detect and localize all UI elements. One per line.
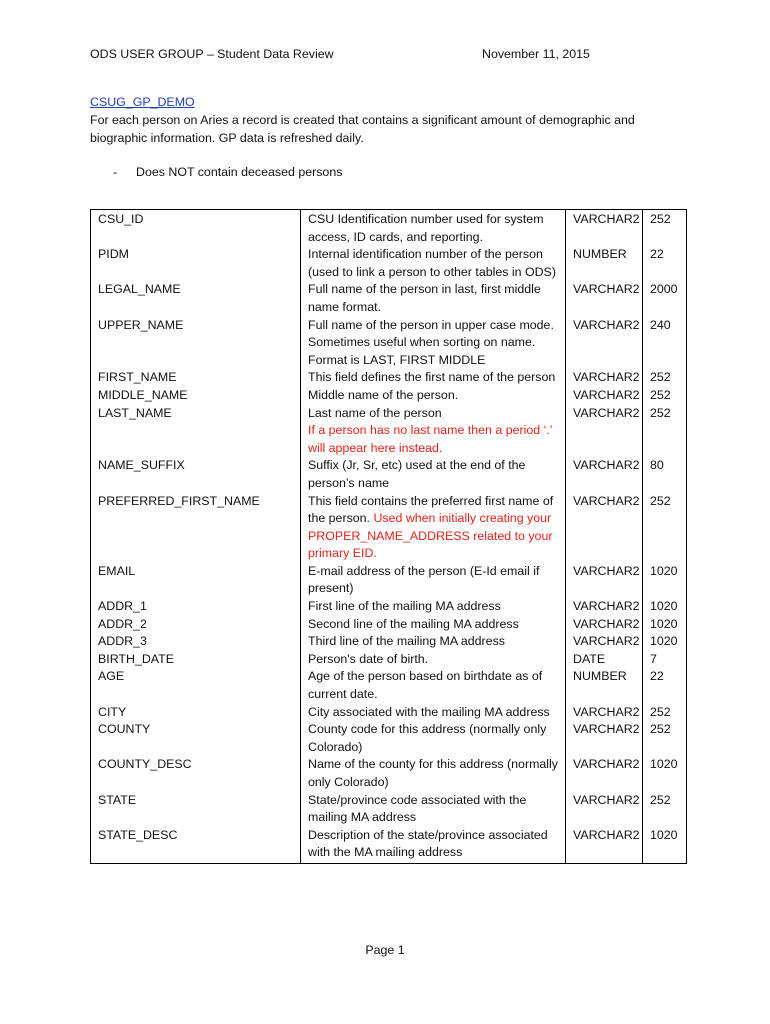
length-cell: 7 — [643, 651, 687, 669]
type-cell: VARCHAR2 — [566, 387, 643, 405]
table-row — [91, 210, 687, 247]
description-cell — [301, 210, 566, 247]
length-cell: 1020 — [643, 616, 687, 634]
description-cell — [301, 387, 566, 405]
field-name-cell: PREFERRED_FIRST_NAME — [91, 493, 301, 563]
field-name-cell: NAME_SUFFIX — [91, 457, 301, 492]
length-cell: 252 — [643, 387, 687, 405]
field-table — [90, 209, 687, 864]
field-name-cell: CITY — [91, 704, 301, 722]
table-row — [91, 369, 687, 387]
field-name-cell: ADDR_2 — [91, 616, 301, 634]
type-cell: VARCHAR2 — [566, 616, 643, 634]
length-cell: 252 — [643, 721, 687, 756]
table-row — [91, 281, 687, 316]
length-cell: 252 — [643, 405, 687, 458]
table-row — [91, 704, 687, 722]
description-text: This field defines the first name of the person — [308, 370, 556, 385]
field-name-cell: COUNTY — [91, 721, 301, 756]
field-name-cell: CSU_ID — [91, 210, 301, 247]
field-name-cell: STATE_DESC — [91, 827, 301, 864]
description-cell — [301, 317, 566, 370]
description-text: Age of the person based on birthdate as of current date. — [308, 669, 543, 702]
section-title: CSUG_GP_DEMO — [90, 95, 195, 109]
type-cell: VARCHAR2 — [566, 493, 643, 563]
field-name-cell: AGE — [91, 668, 301, 703]
table-row — [91, 827, 687, 864]
description-cell — [301, 756, 566, 791]
description-text: Full name of the person in upper case mode. Sometimes useful when sorting on name. Format is LAST, FIRST MIDDLE — [308, 317, 554, 367]
description-cell — [301, 281, 566, 316]
length-cell: 22 — [643, 246, 687, 281]
description-text: Middle name of the person. — [308, 387, 459, 402]
description-cell — [301, 493, 566, 563]
type-cell: VARCHAR2 — [566, 756, 643, 791]
length-cell: 1020 — [643, 827, 687, 864]
length-cell: 240 — [643, 317, 687, 370]
description-cell — [301, 563, 566, 598]
description-cell — [301, 246, 566, 281]
length-cell: 2000 — [643, 281, 687, 316]
description-text: E-mail address of the person (E-Id email if present) — [308, 563, 540, 596]
length-cell: 252 — [643, 369, 687, 387]
header-title: ODS USER GROUP – Student Data Review — [90, 47, 334, 61]
length-cell: 1020 — [643, 633, 687, 651]
field-name-cell: ADDR_3 — [91, 633, 301, 651]
type-cell: VARCHAR2 — [566, 827, 643, 864]
description-text: State/province code associated with the mailing MA address — [308, 792, 527, 825]
field-name-cell: LEGAL_NAME — [91, 281, 301, 316]
type-cell: VARCHAR2 — [566, 633, 643, 651]
table-row — [91, 616, 687, 634]
field-name-cell: BIRTH_DATE — [91, 651, 301, 669]
description-text: Full name of the person in last, first middle name format. — [308, 282, 541, 314]
description-cell — [301, 616, 566, 634]
field-name-cell: PIDM — [91, 246, 301, 281]
table-row — [91, 457, 687, 492]
type-cell: VARCHAR2 — [566, 281, 643, 316]
description-cell — [301, 598, 566, 616]
table-row — [91, 317, 687, 370]
description-text: Suffix (Jr, Sr, etc) used at the end of the person’s name — [308, 458, 526, 490]
description-cell — [301, 369, 566, 387]
description-cell — [301, 827, 566, 864]
table-row — [91, 721, 687, 756]
description-text: Second line of the mailing MA address — [308, 616, 519, 631]
length-cell: 22 — [643, 668, 687, 703]
description-cell — [301, 457, 566, 492]
description-text: CSU Identification number used for system access, ID cards, and reporting. — [308, 212, 544, 244]
field-name-cell: COUNTY_DESC — [91, 756, 301, 791]
table-row — [91, 405, 687, 458]
field-name-cell: UPPER_NAME — [91, 317, 301, 370]
type-cell: VARCHAR2 — [566, 369, 643, 387]
description-cell — [301, 633, 566, 651]
description-cell — [301, 668, 566, 703]
field-name-cell: EMAIL — [91, 563, 301, 598]
table-row — [91, 756, 687, 791]
type-cell: NUMBER — [566, 246, 643, 281]
description-cell — [301, 704, 566, 722]
length-cell: 1020 — [643, 598, 687, 616]
length-cell: 80 — [643, 457, 687, 492]
type-cell: VARCHAR2 — [566, 598, 643, 616]
description-cell — [301, 405, 566, 458]
table-row — [91, 792, 687, 827]
type-cell: VARCHAR2 — [566, 457, 643, 492]
description-text: First line of the mailing MA address — [308, 599, 501, 614]
type-cell: DATE — [566, 651, 643, 669]
length-cell: 1020 — [643, 563, 687, 598]
description-text: Description of the state/province associated with the MA mailing address — [308, 827, 548, 860]
intro-paragraph — [90, 112, 680, 147]
header-date: November 11, 2015 — [482, 47, 590, 61]
field-name-cell: LAST_NAME — [91, 405, 301, 458]
page-number: Page 1 — [365, 943, 405, 957]
field-name-cell: FIRST_NAME — [91, 369, 301, 387]
table-row — [91, 633, 687, 651]
type-cell: NUMBER — [566, 668, 643, 703]
description-text: Person's date of birth. — [308, 651, 429, 666]
description-text: Last name of the person — [308, 405, 442, 420]
table-row — [91, 668, 687, 703]
bullet-dash: - — [113, 165, 118, 179]
length-cell: 252 — [643, 210, 687, 247]
description-text: This field contains the preferred first name of the person. — [308, 493, 554, 526]
type-cell: VARCHAR2 — [566, 721, 643, 756]
type-cell: VARCHAR2 — [566, 210, 643, 247]
intro-line: biographic information. GP data is refreshed daily. — [90, 130, 364, 145]
table-row — [91, 563, 687, 598]
bullet-text: Does NOT contain deceased persons — [136, 165, 343, 179]
field-name-cell: STATE — [91, 792, 301, 827]
length-cell: 252 — [643, 704, 687, 722]
table-row — [91, 651, 687, 669]
table-row — [91, 246, 687, 281]
description-text: Name of the county for this address (normally only Colorado) — [308, 757, 558, 789]
type-cell: VARCHAR2 — [566, 317, 643, 370]
table-row — [91, 493, 687, 563]
description-text: City associated with the mailing MA address — [308, 704, 550, 719]
description-text: Third line of the mailing MA address — [308, 634, 505, 649]
description-note: If a person has no last name then a period ‘.’ will appear here instead. — [308, 423, 553, 455]
field-name-cell: MIDDLE_NAME — [91, 387, 301, 405]
description-cell — [301, 792, 566, 827]
type-cell: VARCHAR2 — [566, 704, 643, 722]
description-text: Internal identification number of the person (used to link a person to other tables in ODS) — [308, 247, 556, 279]
length-cell: 252 — [643, 493, 687, 563]
description-text: County code for this address (normally only Colorado) — [308, 722, 547, 754]
length-cell: 252 — [643, 792, 687, 827]
table-row — [91, 387, 687, 405]
length-cell: 1020 — [643, 756, 687, 791]
type-cell: VARCHAR2 — [566, 563, 643, 598]
description-cell — [301, 721, 566, 756]
type-cell: VARCHAR2 — [566, 405, 643, 458]
field-name-cell: ADDR_1 — [91, 598, 301, 616]
table-row — [91, 598, 687, 616]
intro-line: For each person on Aries a record is created that contains a significant amount of demographic and — [90, 113, 635, 127]
description-note: Used when initially creating your PROPER_NAME_ADDRESS related to your primary EID. — [308, 511, 553, 561]
description-cell — [301, 651, 566, 669]
type-cell: VARCHAR2 — [566, 792, 643, 827]
